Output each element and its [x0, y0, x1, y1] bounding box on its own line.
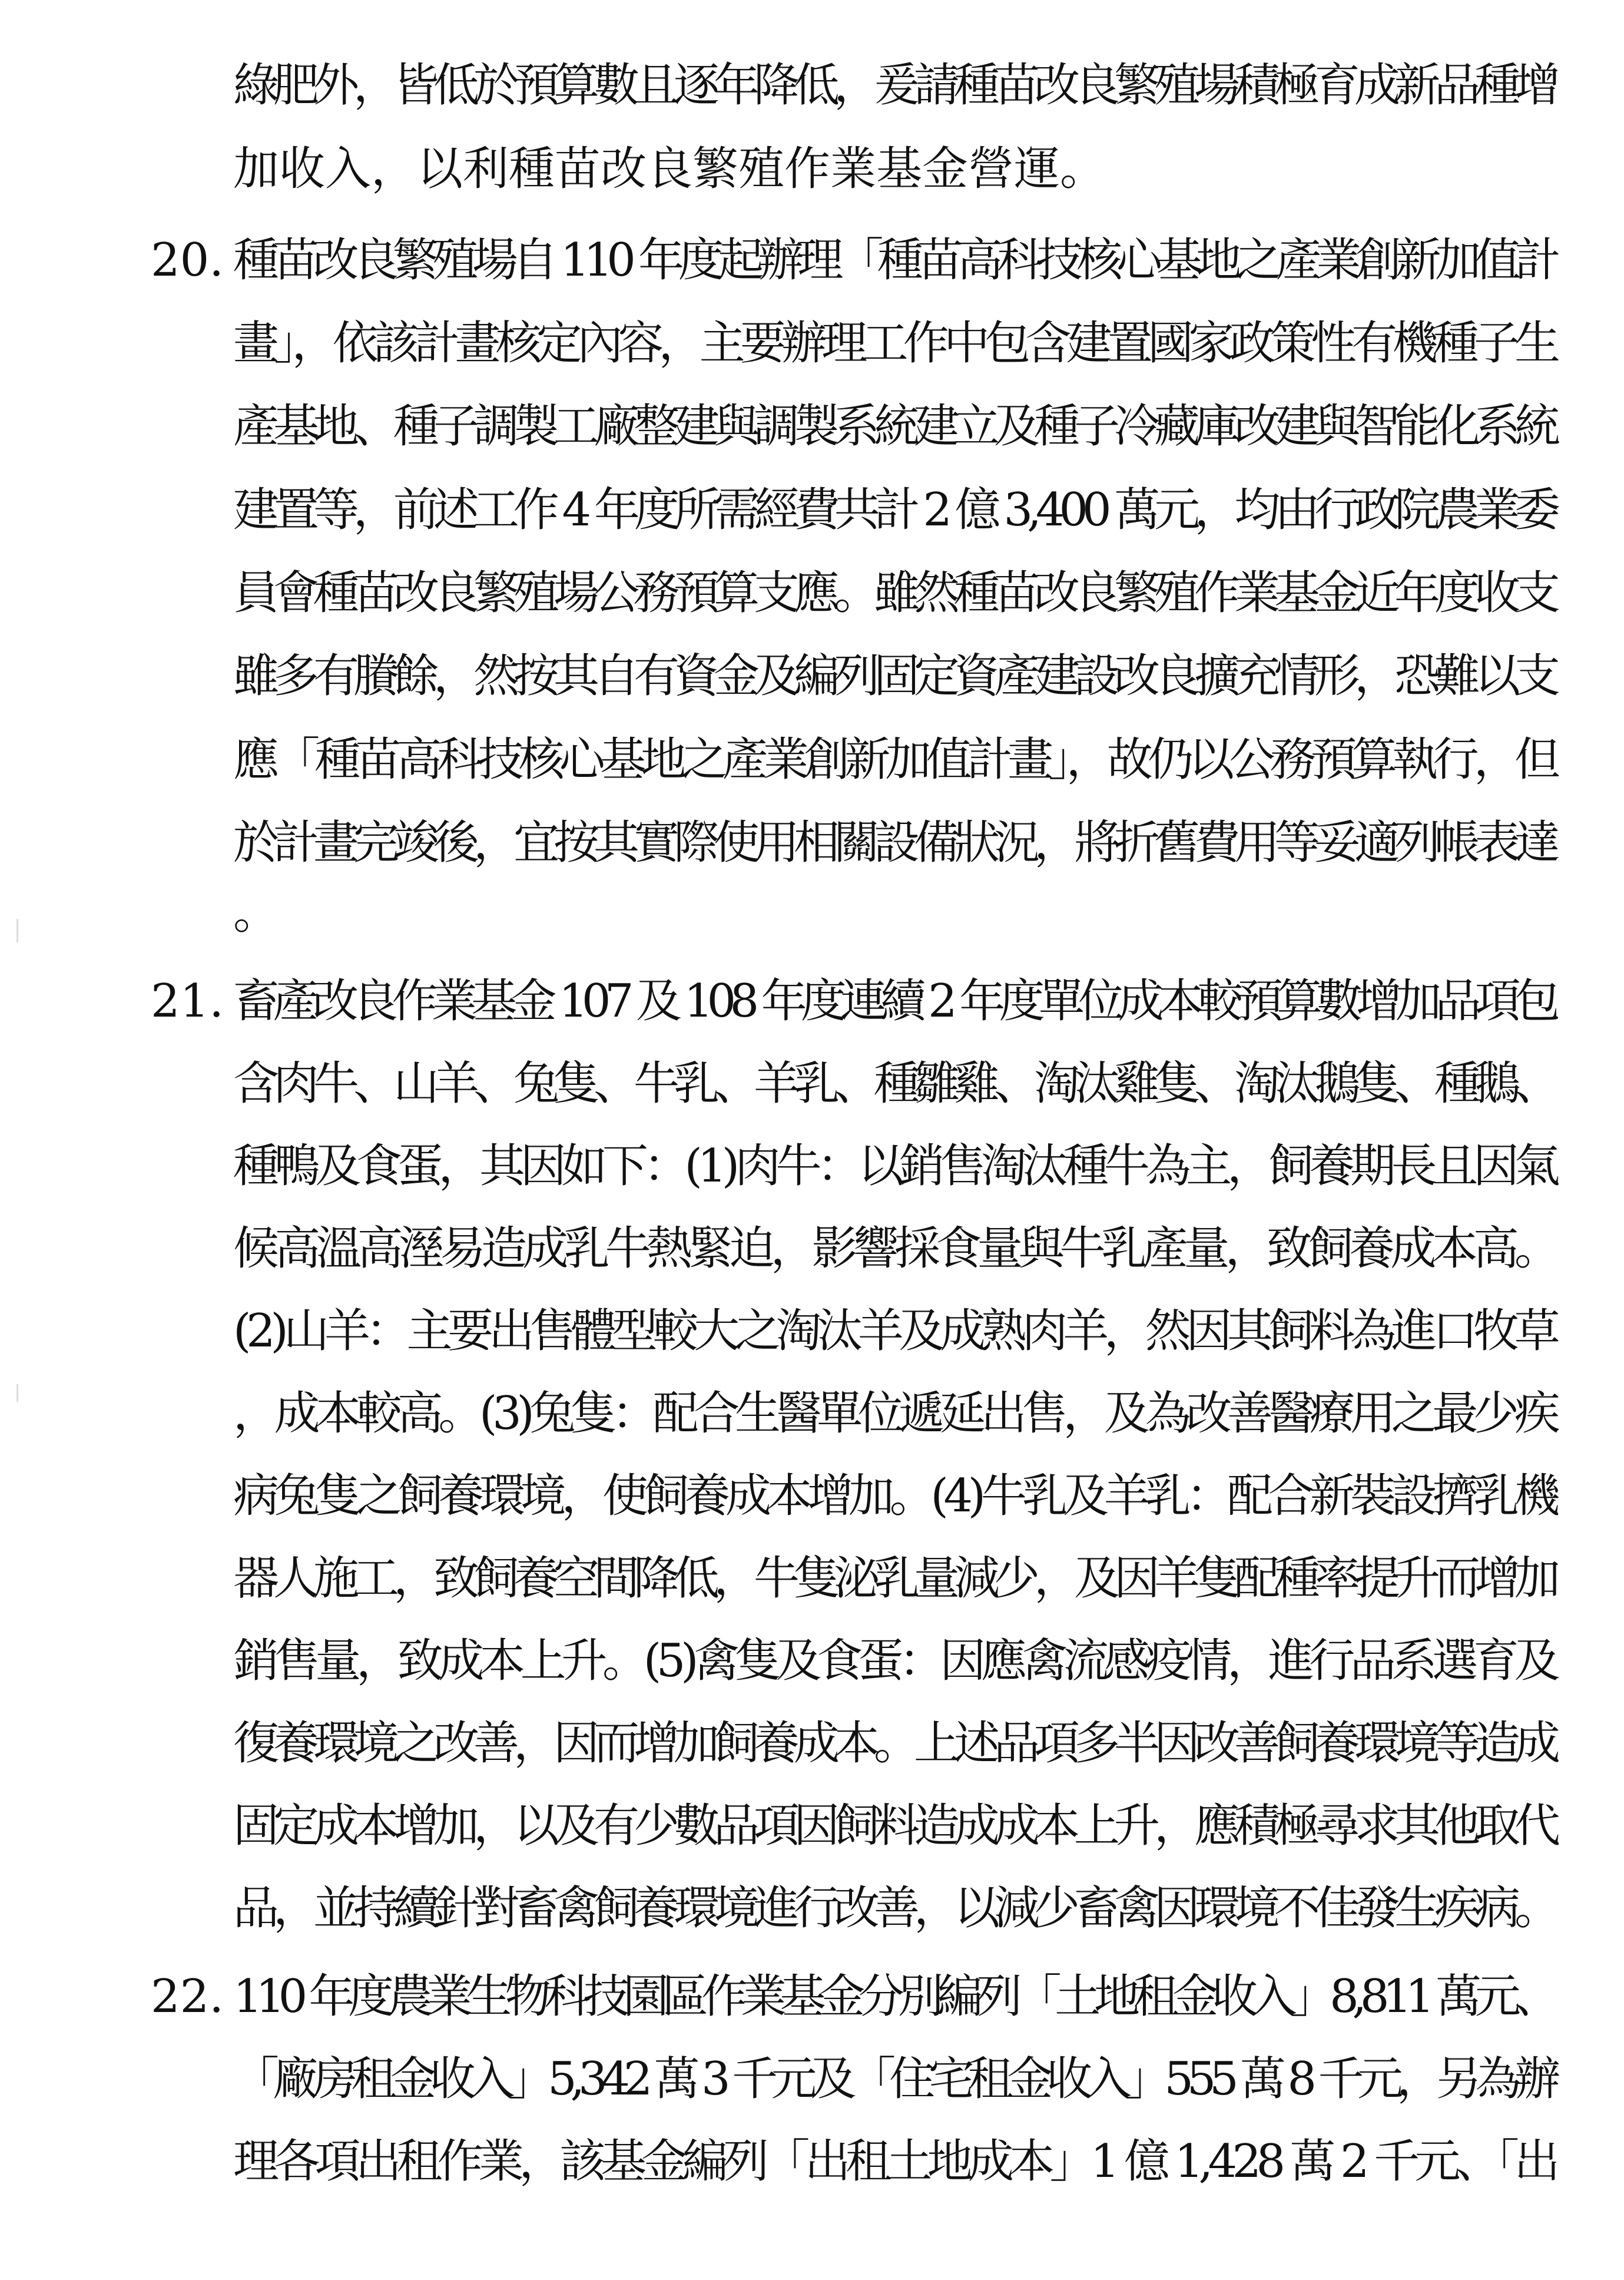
- paragraph-line: 綠肥外，皆低於預算數且逐年降低，爰請種苗改良繁殖場積極育成新品種增: [233, 59, 1555, 112]
- paragraph-line: 畜產改良作業基金 107 及 108 年度連續 2 年度單位成本較預算數增加品項包: [233, 975, 1555, 1028]
- paragraph-line: 銷售量，致成本上升。(5)禽隻及食蛋：因應禽流感疫情，進行品系選育及: [233, 1634, 1556, 1687]
- item-number: 20.: [150, 234, 224, 287]
- paragraph-line: 於計畫完竣後，宜按其實際使用相關設備狀況，將折舊費用等妥適列帳表達: [233, 816, 1555, 869]
- paragraph-line: 病兔隻之飼養環境，使飼養成本增加。(4)牛乳及羊乳：配合新裝設擠乳機: [233, 1470, 1556, 1523]
- paragraph-line: 加收入，以利種苗改良繁殖作業基金營運。: [233, 143, 1106, 196]
- paragraph-line: ，成本較高。(3)兔隻：配合生醫單位遞延出售，及為改善醫療用之最少疾: [233, 1387, 1556, 1440]
- paragraph-line: 員會種苗改良繁殖場公務預算支應。雖然種苗改良繁殖作業基金近年度收支: [233, 567, 1555, 620]
- paragraph-line: 產基地、種子調製工廠整建與調製系統建立及種子冷藏庫改建與智能化系統: [233, 400, 1555, 453]
- paragraph-line: 復養環境之改善，因而增加飼養成本。上述品項多半因改善飼養環境等造成: [233, 1717, 1555, 1770]
- item-number: 21.: [150, 975, 224, 1028]
- paragraph-line: 畫」，依該計畫核定內容，主要辦理工作中包含建置國家政策性有機種子生: [233, 317, 1556, 370]
- paragraph-line: 固定成本增加，以及有少數品項因飼料造成成本上升，應積極尋求其他取代: [233, 1799, 1555, 1852]
- paragraph-line: 品，並持續針對畜禽飼養環境進行改善，以減少畜禽因環境不佳發生疾病。: [233, 1882, 1555, 1935]
- paragraph-line: 「廠房租金收入」5,342 萬 3 千元及「住宅租金收入」555 萬 8 千元，另為辦: [233, 2053, 1554, 2106]
- paragraph-line: 理各項出租作業，該基金編列「出租土地成本」1 億 1,428 萬 2 千元、「出: [233, 2135, 1555, 2188]
- paragraph-line: 雖多有賸餘，然按其自有資金及編列固定資產建設改良擴充情形，恐難以支: [233, 650, 1555, 703]
- paragraph-line: 器人施工，致飼養空間降低，牛隻泌乳量減少，及因羊隻配種率提升而增加: [233, 1552, 1555, 1605]
- paragraph-line: 110 年度農業生物科技園區作業基金分別編列「土地租金收入」8,811 萬元、: [233, 1970, 1554, 2023]
- scan-edge-mark: [16, 919, 18, 942]
- paragraph-line: 種苗改良繁殖場自 110 年度起辦理「種苗高科技核心基地之產業創新加值計: [233, 234, 1555, 287]
- paragraph-line: 建置等，前述工作 4 年度所需經費共計 2 億 3,400 萬元，均由行政院農業委: [233, 484, 1555, 537]
- paragraph-line: 應「種苗高科技核心基地之產業創新加值計畫」，故仍以公務預算執行，但: [233, 733, 1556, 786]
- paragraph-line: 候高溫高溼易造成乳牛熱緊迫，影響採食量與牛乳產量，致飼養成本高。: [233, 1222, 1556, 1275]
- paragraph-line: (2)山羊：主要出售體型較大之淘汰羊及成熟肉羊，然因其飼料為進口牧草: [233, 1305, 1556, 1358]
- paragraph-line: 含肉牛、山羊、兔隻、牛乳、羊乳、種雛雞、淘汰雞隻、淘汰鵝隻、種鵝、: [233, 1057, 1555, 1110]
- paragraph-line: 種鴨及食蛋，其因如下：(1)肉牛：以銷售淘汰種牛為主，飼養期長且因氣: [233, 1140, 1556, 1193]
- scan-edge-mark: [16, 1384, 18, 1402]
- item-number: 22.: [150, 1970, 224, 2023]
- paragraph-line: 。: [233, 886, 280, 939]
